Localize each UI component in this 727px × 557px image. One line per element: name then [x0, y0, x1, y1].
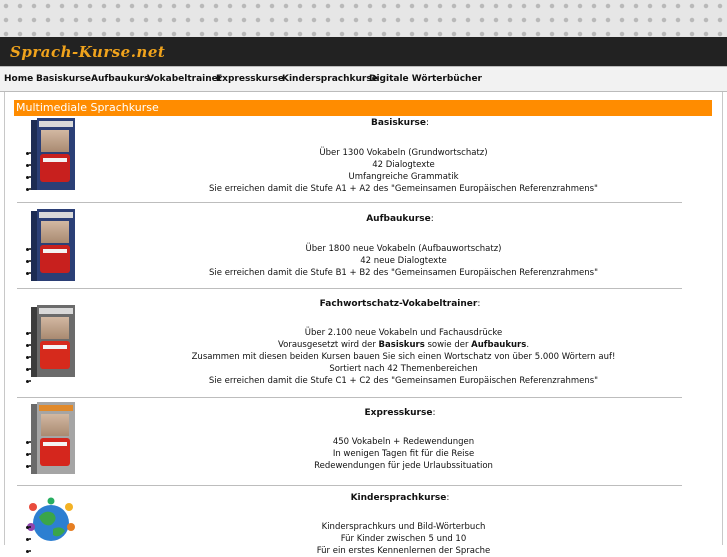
course-title-text: Fachwortschatz-Vokabeltrainer	[319, 299, 478, 309]
list-item: • Sortiert nach 42 Themenbereichen	[40, 363, 727, 375]
list-item: • 42 Dialogtexte	[40, 159, 727, 171]
list-item: • Redewendungen für jede Urlaubssituation	[40, 460, 727, 472]
divider	[17, 288, 682, 289]
child-icon	[48, 498, 55, 505]
course-title-text: Kindersprachkurse	[350, 493, 447, 503]
course-title-aufbaukurse	[120, 214, 680, 224]
nav-basiskurse[interactable]: Basiskurse	[36, 74, 92, 84]
list-item: • Sie erreichen damit die Stufe C1 + C2 des "Gemeinsamen Europäischen Referenzrahmens"	[40, 375, 727, 387]
nav-expresskurse[interactable]: Expresskurse	[216, 74, 284, 84]
box-band	[39, 308, 73, 314]
text-fragment-bold: Basiskurs	[378, 340, 425, 350]
list-item: • Sie erreichen damit die Stufe A1 + A2 des "Gemeinsamen Europäischen Referenzrahmens"	[40, 183, 727, 195]
section-title: Multimediale Sprachkurse	[14, 100, 712, 116]
nav-kindersprachkurse[interactable]: Kindersprachkurse	[282, 74, 378, 84]
nav-digitale-woerterbuecher[interactable]: Digitale Wörterbücher	[369, 74, 482, 84]
list-item: • Für Kinder zwischen 5 und 10	[40, 533, 727, 545]
nav-vokabeltrainer[interactable]: Vokabeltrainer	[147, 74, 223, 84]
course-title-basiskurse	[120, 118, 680, 128]
text-fragment: .	[526, 340, 530, 350]
course-title-text: Aufbaukurse	[366, 214, 431, 224]
course-title-suffix: :	[430, 214, 434, 224]
divider	[17, 202, 682, 203]
box-band	[39, 121, 73, 127]
box-photo	[41, 221, 69, 243]
child-icon	[29, 503, 37, 511]
child-icon	[65, 503, 73, 511]
course-title-text: Expresskurse	[364, 408, 433, 418]
nav-home[interactable]: Home	[4, 74, 34, 84]
course-title-expresskurse	[120, 408, 680, 418]
pattern-header-background	[0, 0, 727, 37]
text-fragment: sowie der	[424, 340, 472, 350]
course-title-kindersprachkurse	[120, 493, 680, 503]
box-band	[39, 405, 73, 411]
divider	[17, 485, 682, 486]
course-list-expresskurse	[0, 436, 727, 472]
list-item: • In wenigen Tagen fit für die Reise	[40, 448, 727, 460]
course-title-suffix: :	[446, 493, 450, 503]
divider	[17, 397, 682, 398]
course-title-text: Basiskurse	[370, 118, 426, 128]
course-title-suffix: :	[432, 408, 436, 418]
course-list-aufbaukurse	[0, 243, 727, 279]
list-item: • Für ein erstes Kennenlernen der Sprache	[40, 545, 727, 557]
course-title-vokabeltrainer	[120, 299, 680, 309]
text-fragment-bold: Aufbaukurs	[471, 340, 527, 350]
nav-aufbaukurs[interactable]: Aufbaukurs	[91, 74, 150, 84]
list-item: • 42 neue Dialogtexte	[40, 255, 727, 267]
text-fragment: Vorausgesetzt wird der	[277, 340, 379, 350]
box-photo	[41, 414, 69, 436]
course-title-suffix: :	[477, 299, 481, 309]
site-logo[interactable]: Sprach-Kurse.net	[10, 43, 166, 61]
list-item: • Über 1300 Vokabeln (Grundwortschatz)	[40, 147, 727, 159]
list-item: • 450 Vokabeln + Redewendungen	[40, 436, 727, 448]
box-band	[39, 212, 73, 218]
main-nav	[0, 66, 727, 92]
list-item: • Kindersprachkurs und Bild-Wörterbuch	[40, 521, 727, 533]
list-item	[40, 339, 727, 351]
course-list-vokabeltrainer	[0, 327, 727, 387]
course-title-suffix: :	[425, 118, 430, 128]
course-list-kindersprachkurse	[0, 521, 727, 557]
list-item: • Zusammen mit diesen beiden Kursen bauen Sie sich einen Wortschatz von über 5.000 Wörtern auf!	[40, 351, 727, 363]
list-item: • Über 1800 neue Vokabeln (Aufbauwortschatz)	[40, 243, 727, 255]
list-item: • Umfangreiche Grammatik	[40, 171, 727, 183]
list-item: • Über 2.100 neue Vokabeln und Fachausdrücke	[40, 327, 727, 339]
course-list-basiskurse	[0, 147, 727, 195]
list-item: • Sie erreichen damit die Stufe B1 + B2 des "Gemeinsamen Europäischen Referenzrahmens"	[40, 267, 727, 279]
